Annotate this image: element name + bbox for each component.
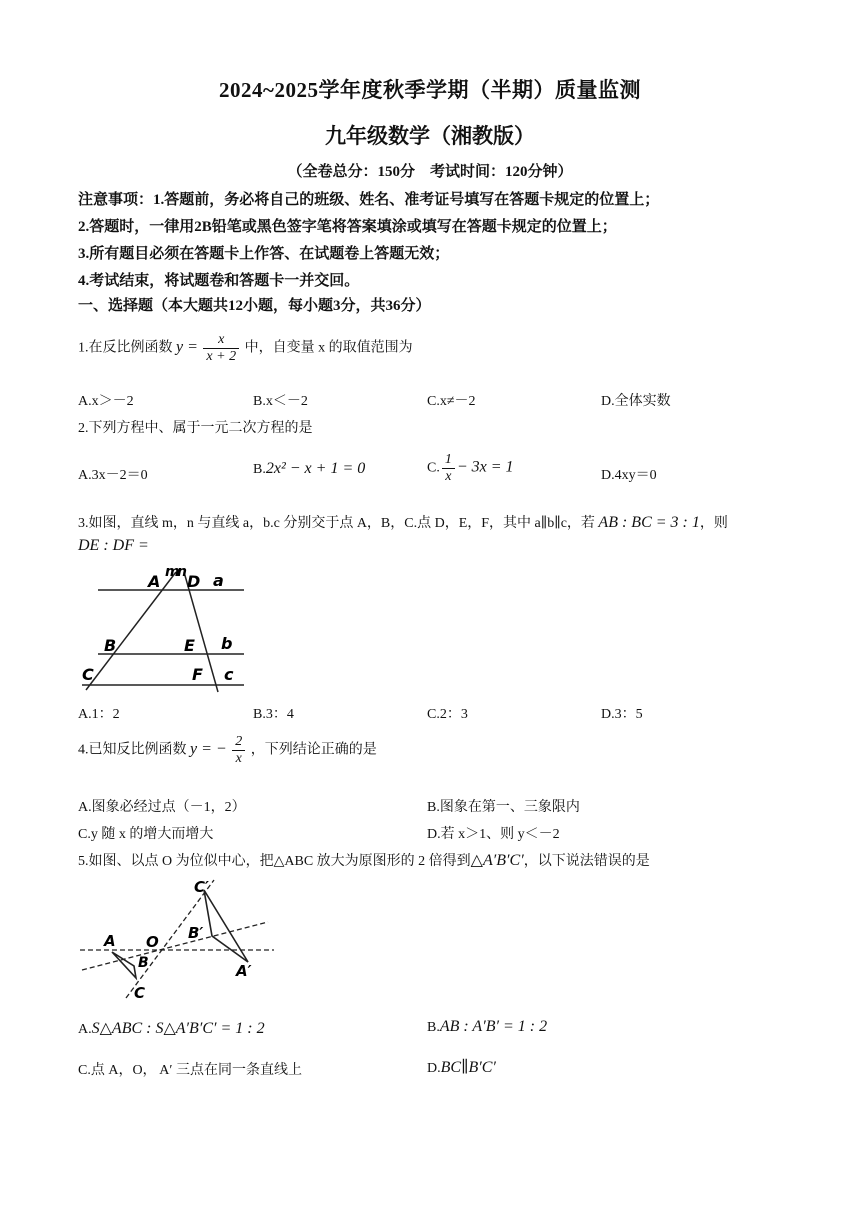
question-3-ratio: AB : BC = 3 : 1: [598, 514, 700, 531]
question-3-ask-math: DE : DF =: [78, 537, 149, 554]
q2-option-c: [427, 452, 514, 485]
fraction-denominator: x: [232, 750, 245, 767]
fraction-numerator: x: [218, 332, 225, 347]
question-3-text: 3.如图，直线 m，n 与直线 a，b.c 分别交于点 A，B，C.点 D，E，F，其中 a∥b∥c，若: [78, 516, 595, 531]
q5-option-b: [427, 1018, 547, 1036]
label-B-prime: B′: [188, 924, 204, 942]
exam-subtitle: 九年级数学（湘教版）: [325, 124, 535, 148]
question-1-fraction: [203, 332, 239, 365]
label-A: A: [104, 932, 116, 950]
note-3: 3.所有题目必须在答题卡上作答、在试题卷上答题无效；: [78, 246, 450, 262]
question-2: 2.下列方程中、属于一元二次方程的是: [78, 421, 313, 436]
q5-option-a: [78, 1018, 265, 1038]
label-D: D: [187, 572, 201, 591]
label-A: A: [148, 572, 161, 591]
q2-option-b-prefix: B.: [253, 462, 266, 477]
q2-option-b-math: 2x² − x + 1 = 0: [265, 460, 366, 477]
question-5-post: ，以下说法错误的是: [523, 854, 650, 869]
question-3: [78, 512, 728, 532]
label-A-prime: A′: [236, 962, 252, 980]
fraction-numerator: 2: [235, 734, 243, 749]
question-4-fraction: [232, 734, 245, 767]
q3-option-a: A.1：2: [78, 707, 120, 722]
q2-option-b: [253, 460, 365, 478]
fraction-denominator: x + 2: [203, 348, 239, 365]
q5-option-d: [427, 1057, 496, 1077]
label-C-prime: C′: [194, 878, 209, 896]
question-1-pre: 1.在反比例函数: [78, 340, 173, 356]
q1-option-d: D.全体实数: [601, 394, 671, 409]
section-title: 一、选择题（本大题共12小题，每小题3分，共36分）: [78, 298, 431, 314]
q5-figure-homothety: [78, 874, 278, 1009]
exam-title: 2024~2025学年度秋季学期（半期）质量监测: [219, 78, 641, 102]
q2-option-c-fraction: [442, 452, 455, 485]
q2-option-c-prefix: C.: [427, 460, 440, 476]
q1-option-b: B.x＜－2: [253, 394, 308, 409]
q2-option-d: D.4xy＝0: [601, 468, 657, 483]
note-4: 4.考试结束，将试题卷和答题卡一并交回。: [78, 273, 360, 289]
q5-option-d-prefix: D.: [427, 1061, 441, 1076]
exam-meta: （全卷总分：150分 考试时间：120分钟）: [287, 164, 573, 180]
question-4-lhs: y = −: [190, 740, 227, 758]
triangle-abc: [112, 952, 136, 978]
label-O: O: [146, 933, 159, 951]
label-m: m: [165, 564, 180, 580]
question-5: [78, 850, 650, 870]
triangle-a2b2c2: [204, 890, 248, 962]
q3-option-c: C.2：3: [427, 707, 468, 722]
q5-option-b-math: AB : A′B′ = 1 : 2: [439, 1018, 548, 1035]
question-1-post: 中，自变量 x 的取值范围为: [244, 340, 413, 356]
question-4-pre: 4.已知反比例函数: [78, 742, 187, 758]
q3-option-b: B.3：4: [253, 707, 294, 722]
question-4: [78, 734, 377, 767]
question-4-post: ，下列结论正确的是: [250, 742, 377, 758]
q5-option-a-prefix: A.: [78, 1022, 92, 1037]
question-5-text: 5.如图、以点 O 为位似中心，把△ABC 放大为原图形的 2 倍得到: [78, 854, 471, 869]
note-2: 2.答题时，一律用2B铅笔或黑色签字笔将答案填涂或填写在答题卡规定的位置上；: [78, 219, 617, 235]
q5-option-b-prefix: B.: [427, 1020, 440, 1035]
q1-option-a: A.x＞－2: [78, 394, 134, 409]
q4-option-b: B.图象在第一、三象限内: [427, 800, 580, 815]
label-B: B: [104, 636, 117, 655]
label-b: b: [221, 634, 233, 653]
q4-option-a: A.图象必经过点（－1，2）: [78, 800, 246, 815]
label-C: C: [134, 984, 146, 1002]
q5-option-a-math: S△ABC : S△A′B′C′ = 1 : 2: [91, 1020, 265, 1037]
label-a: a: [213, 571, 224, 590]
q2-option-c-rest: − 3x = 1: [456, 458, 514, 476]
question-1: [78, 332, 413, 365]
question-3-suffix: ，则: [699, 516, 728, 531]
fraction-numerator: 1: [444, 452, 452, 467]
q5-option-d-math: BC∥B′C′: [440, 1059, 496, 1076]
label-B: B: [138, 955, 149, 971]
q3-figure-parallel-lines: [76, 560, 246, 695]
label-F: F: [192, 665, 203, 684]
fraction-denominator: x: [442, 468, 455, 485]
q4-option-d: D.若 x＞1、则 y＜－2: [427, 827, 560, 842]
label-E: E: [184, 636, 195, 655]
question-5-triangle: △A′B′C′: [470, 852, 524, 869]
q1-option-c: C.x≠－2: [427, 394, 476, 409]
question-3-ask: [78, 537, 149, 555]
question-1-lhs: y =: [176, 338, 198, 356]
q5-option-c: C.点 A，O， A′ 三点在同一条直线上: [78, 1063, 302, 1078]
q2-option-a: A.3x－2＝0: [78, 468, 148, 483]
label-C: C: [82, 665, 94, 684]
label-n: n: [177, 564, 187, 580]
q3-option-d: D.3：5: [601, 707, 643, 722]
q4-option-c: C.y 随 x 的增大而增大: [78, 827, 214, 842]
label-c: c: [224, 665, 234, 684]
note-1: 注意事项：1.答题前，务必将自己的班级、姓名、准考证号填写在答题卡规定的位置上；: [78, 192, 660, 208]
